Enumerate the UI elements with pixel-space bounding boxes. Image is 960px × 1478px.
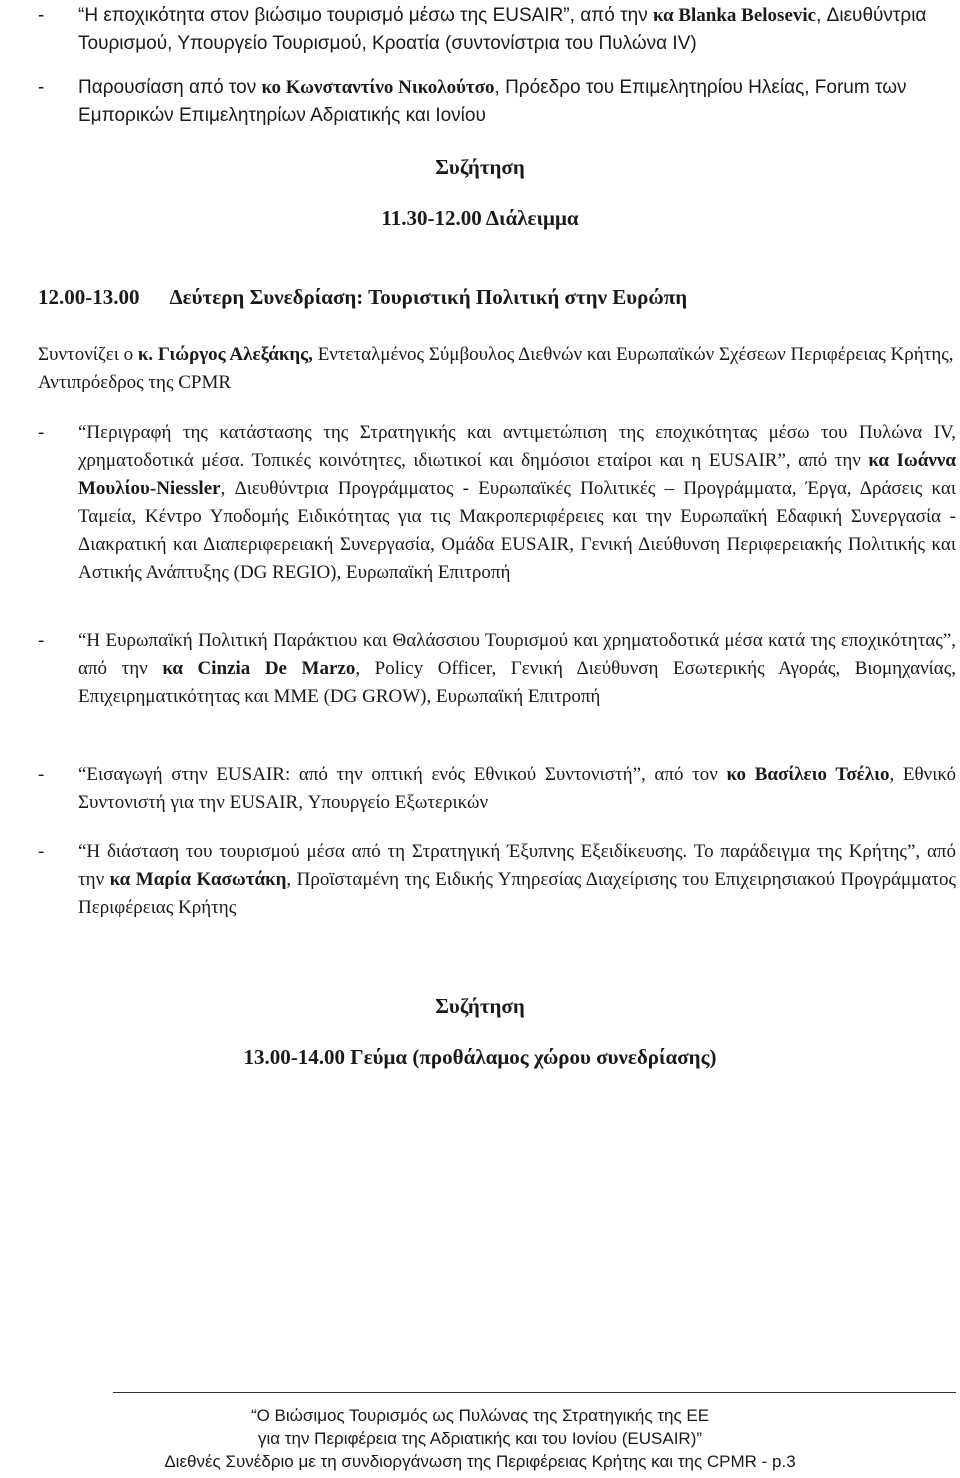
speaker-role: , Εθνικό Συντονιστή για την EUSAIR, Υπουργείο Εξωτερικών — [78, 764, 956, 813]
agenda-item-eusair-intro — [38, 761, 956, 817]
footer-line-3: Διεθνές Συνέδριο με τη συνδιοργάνωση της Περιφέρειας Κρήτης και της CPMR - p.3 — [164, 1452, 796, 1471]
footer-line-1: “Ο Βιώσιμος Τουρισμός ως Πυλώνας της Στρατηγικής της ΕΕ — [250, 1406, 710, 1425]
item-text: “Η διάσταση του τουρισμού μέσα από τη Στρατηγική Έξυπνης Εξειδίκευσης. Το παράδειγμα της Κρήτης”, από την — [78, 841, 956, 890]
speaker-role: , Policy Officer, Γενική Διεύθυνση Εσωτερικής Αγοράς, Βιομηχανίας, Επιχειρηματικότητας και ΜΜΕ (DG GROW), Ευρωπαϊκή Επιτροπή — [78, 658, 956, 707]
speaker-name: κα Ιωάννα Μουλίου-Niessler — [78, 450, 956, 499]
speaker-role: , Πρόεδρο του Επιμελητηρίου Ηλείας, Forum των Εμπορικών Επιμελητηρίων Αδριατικής και Ιονίου — [78, 77, 907, 126]
agenda-item-strategy — [38, 419, 956, 587]
session-time: 12.00-13.00 — [38, 285, 140, 309]
speaker-name: κα Μαρία Κασωτάκη — [109, 869, 287, 890]
session-chair — [38, 341, 956, 397]
chair-text: Συντονίζει ο — [38, 344, 138, 365]
list-dash: - — [38, 422, 45, 443]
session-title: Δεύτερη Συνεδρίαση: Τουριστική Πολιτική στην Ευρώπη — [169, 285, 688, 309]
chair-name: κ. Γιώργος Αλεξάκης, — [137, 344, 313, 365]
item-text: “Η εποχικότητα στον βιώσιμο τουρισμό μέσω της EUSAIR”, από την — [78, 5, 653, 26]
break-heading: 11.30-12.00 Διάλειμμα — [381, 206, 579, 230]
item-text: “Περιγραφή της κατάστασης της Στρατηγικής και αντιμετώπιση της εποχικότητας μέσω του Πυλώνα IV, χρηματοδοτικά μέσα. Τοπικές κοινότητες, ιδιωτικοί και δημόσιοι εταίροι και η EUSAIR”, από την — [78, 422, 956, 471]
footer-divider — [113, 1392, 956, 1393]
lunch-heading: 13.00-14.00 Γεύμα (προθάλαμος χώρου συνεδρίασης) — [243, 1045, 717, 1069]
agenda-item-coastal-tourism — [38, 627, 956, 711]
speaker-role: , Διευθύντρια Τουρισμού, Υπουργείο Τουρισμού, Κροατία (συντονίστρια του Πυλώνα IV) — [78, 5, 927, 54]
list-dash: - — [38, 77, 45, 98]
speaker-name: κο Βασίλειο Τσέλιο — [726, 764, 890, 785]
speaker-role: , Διευθύντρια Προγράμματος - Ευρωπαϊκές Πολιτικές – Προγράμματα, Έργα, Δράσεις και Ταμεία, Κέντρο Υποδομής Ειδικότητας για τις Μακροπεριφέρειες και την Ευρωπαϊκή Εδαφική Συνεργασία - Διακρατική και Διαπεριφερειακή Συνεργασία, Ομάδα EUSAIR, Γενική Διεύθυνση Περιφερειακής Πολιτικής και Αστικής Ανάπτυξης (DG REGIO), Ευρωπαϊκή Επιτροπή — [78, 478, 956, 583]
item-text: “Η Ευρωπαϊκή Πολιτική Παράκτιου και Θαλάσσιου Τουρισμού και χρηματοδοτικά μέσα κατά της εποχικότητας”, από την — [78, 630, 956, 679]
chair-role: Εντεταλμένος Σύμβουλος Διεθνών και Ευρωπαϊκών Σχέσεων Περιφέρειας Κρήτης, Αντιπρόεδρος της CPMR — [38, 344, 954, 393]
item-text: “Εισαγωγή στην EUSAIR: από την οπτική ενός Εθνικού Συντονιστή”, από τον — [78, 764, 727, 785]
list-dash: - — [38, 5, 45, 26]
agenda-item-smart-specialisation — [38, 838, 956, 922]
footer-line-2: για την Περιφέρεια της Αδριατικής και του Ιονίου (EUSAIR)” — [257, 1429, 703, 1448]
session-heading — [38, 285, 687, 310]
speaker-role: , Προϊσταμένη της Ειδικής Υπηρεσίας Διαχείρισης του Επιχειρησιακού Προγράμματος Περιφέρειας Κρήτης — [78, 869, 956, 918]
discussion-heading-1: Συζήτηση — [435, 155, 525, 179]
list-dash: - — [38, 630, 45, 651]
speaker-name: κα Cinzia De Marzo — [162, 658, 356, 679]
list-dash: - — [38, 764, 45, 785]
discussion-heading-2: Συζήτηση — [435, 994, 525, 1018]
speaker-name: κο Κωνσταντίνο Νικολούτσο — [261, 77, 495, 98]
list-dash: - — [38, 841, 45, 862]
item-text: Παρουσίαση από τον — [78, 77, 262, 98]
agenda-item-presentation — [38, 74, 956, 130]
speaker-name: κα Blanka Belosevic — [652, 5, 817, 26]
agenda-item-tourism-seasonality — [38, 2, 956, 58]
